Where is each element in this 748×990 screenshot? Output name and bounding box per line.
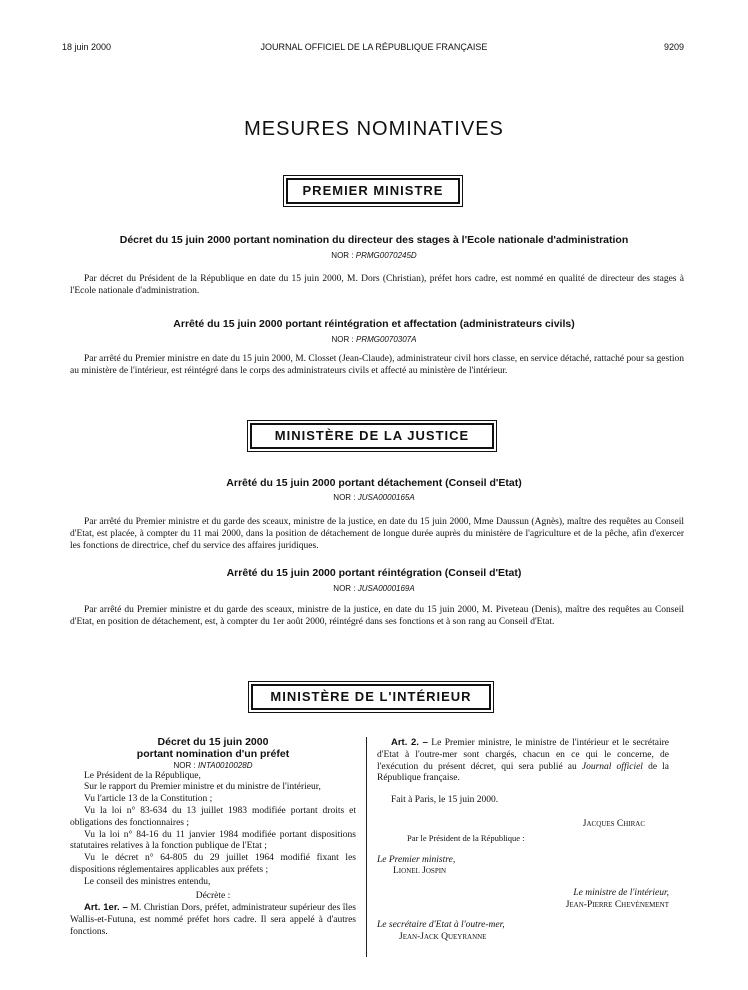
visa-line: Vu la loi n° 83-634 du 13 juillet 1983 modifiée portant droits et obligations des fonctionnaires ; [70, 805, 356, 828]
arrete-title: Arrêté du 15 juin 2000 portant réintégration (Conseil d'Etat) [226, 567, 522, 579]
column-divider [366, 737, 367, 957]
secretary-title: Le secrétaire d'Etat à l'outre-mer, [377, 919, 505, 930]
nor-label: NOR : [331, 251, 354, 260]
section-box-premier-ministre: PREMIER MINISTRE [286, 178, 460, 204]
article-text: M. Christian Dors, préfet, administrateur supérieur des îles Wallis-et-Futuna, est nommé préfet hors cadre. Il sera appelé à d'autres fonctions. [70, 903, 356, 937]
arrete-text: Par arrêté du Premier ministre et du garde des sceaux, ministre de la justice, en date du 15 juin 2000, M. Piveteau (Denis), maître des requêtes au Conseil d'Etat, en position de détachement, est, à compter du 1er août 2000, réintégré dans ses fonctions et à son rang au Conseil d'Etat. [70, 605, 684, 627]
left-column [70, 737, 356, 939]
nor-code: INTA0010028D [197, 760, 253, 770]
par-le-president: Par le Président de la République : [407, 832, 525, 843]
article-label: Art. 1er. – [84, 902, 128, 914]
fait-a-paris: Fait à Paris, le 15 juin 2000. [391, 795, 499, 806]
decret-title: Décret du 15 juin 2000 [157, 736, 269, 748]
nor-label: NOR : [333, 584, 356, 593]
page-title: MESURES NOMINATIVES [244, 118, 504, 140]
nor-label: NOR : [331, 335, 354, 344]
nor-code: PRMG0070307A [355, 335, 417, 344]
header-date: 18 juin 2000 [62, 42, 112, 52]
visa-line: Vu le décret n° 64-805 du 29 juillet 1964 modifié fixant les dispositions réglementaires applicables aux préfets ; [70, 853, 356, 875]
arrete-title: Arrêté du 15 juin 2000 portant détachement (Conseil d'Etat) [226, 477, 522, 489]
nor-line [0, 493, 748, 502]
article-text: Le Premier ministre, le ministre de l'intérieur et le secrétaire d'Etat à l'outre-mer sont chargés, chacun en ce qui le concerne, de l'exécution du présent décret, qui sera publié au [377, 738, 670, 772]
decret-title: Décret du 15 juin 2000 portant nomination du directeur des stages à l'Ecole nationale d'administration [119, 234, 629, 246]
pm-title: Le Premier ministre, [377, 854, 456, 865]
arrete-text: Par arrêté du Premier ministre en date du 15 juin 2000, M. Closset (Jean-Claude), administrateur civil hors classe, en service détaché, rattaché pour sa gestion au ministère de l'intérieur, est réintégré dans le corps des administrateurs civils et affecté au ministère de l'intérieur. [70, 354, 684, 376]
article-1 [70, 902, 356, 938]
minister-title: Le ministre de l'intérieur, [573, 888, 669, 899]
nor-line [0, 251, 748, 260]
nor-code: PRMG0070245D [355, 251, 417, 260]
decret-subtitle: portant nomination d'un préfet [136, 747, 290, 760]
visa-line: Vu l'article 13 de la Constitution ; [84, 794, 213, 805]
journal-name: Journal officiel [581, 761, 643, 772]
article-text-end: de la République française. [377, 761, 670, 784]
visa-line: Le conseil des ministres entendu, [84, 876, 211, 887]
decret-text: Par décret du Président de la République en date du 15 juin 2000, M. Dors (Christian), préfet hors cadre, est nommé en qualité de directeur des stages à l'Ecole nationale d'administration. [70, 274, 684, 296]
secretary-name: Jean-Jack Queyranne [399, 931, 487, 942]
arrete-title: Arrêté du 15 juin 2000 portant réintégration et affectation (administrateurs civils) [173, 318, 575, 330]
nor-code: JUSA0000169A [357, 584, 415, 593]
section-box-interieur: MINISTÈRE DE L'INTÉRIEUR [251, 684, 491, 710]
nor-label: NOR : [333, 493, 356, 502]
nor-line [70, 761, 356, 771]
visa-line: Vu la loi n° 84-16 du 11 janvier 1984 modifiée portant dispositions statutaires relatives à la fonction publique de l'Etat ; [70, 829, 356, 852]
nor-line [0, 335, 748, 344]
section-box-justice: MINISTÈRE DE LA JUSTICE [250, 423, 494, 449]
pm-name: Lionel Jospin [393, 866, 447, 877]
decrete-heading: Décrète : [195, 890, 231, 901]
arrete-text: Par arrêté du Premier ministre et du garde des sceaux, ministre de la justice, en date du 15 juin 2000, Mme Daussun (Agnès), maître des requêtes au Conseil d'Etat, est placée, à compter du 11 mai 2000, dans la position de détachement de longue durée auprès du ministère de l'agriculture et de la pêche, afin d'exercer les fonctions de directrice, chef du service des affaires juridiques. [70, 517, 684, 551]
visa-line: Le Président de la République, [84, 770, 201, 781]
header-page-number: 9209 [663, 42, 684, 52]
visa-line: Sur le rapport du Premier ministre et du ministre de l'intérieur, [84, 782, 321, 793]
nor-code: JUSA0000165A [357, 493, 415, 502]
article-2 [377, 737, 669, 785]
signature-president: Jacques Chirac [582, 818, 645, 829]
nor-label: NOR : [173, 760, 196, 770]
minister-name: Jean-Pierre Chevènement [565, 899, 669, 910]
article-label: Art. 2. – [391, 737, 428, 748]
header-journal-title: JOURNAL OFFICIEL DE LA RÉPUBLIQUE FRANÇAISE [260, 42, 488, 52]
nor-line [0, 584, 748, 593]
right-column [377, 737, 669, 943]
